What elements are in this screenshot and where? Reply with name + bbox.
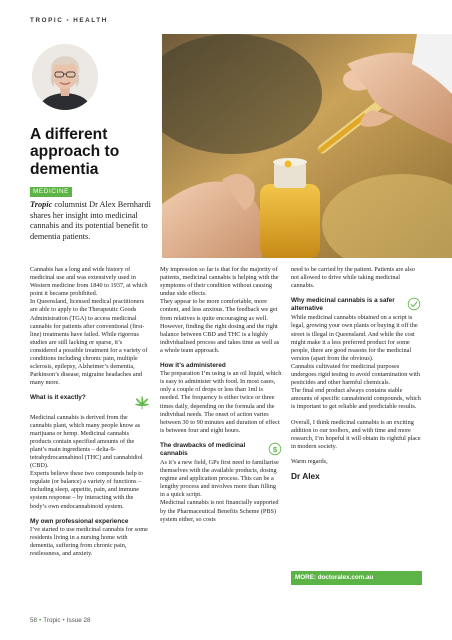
section-header bbox=[30, 17, 108, 24]
subheading-professional-experience: My own professional experience bbox=[30, 517, 129, 525]
hero-photo bbox=[162, 34, 452, 258]
author-signoff: Dr Alex bbox=[291, 470, 320, 481]
paragraph: Experts believe these two compounds help to regulate (or balance) a variety of functions – including sleep, appetite, pain, and immune system response – by interacting with the body’s own endocannabinoid system. bbox=[30, 470, 144, 510]
publication-name: TROPIC bbox=[30, 17, 64, 24]
svg-text:$: $ bbox=[272, 444, 278, 454]
standfirst-text: columnist Dr Alex Bernhardi shares her insight into medicinal cannabis and its potential benefit to dementia patients. bbox=[30, 200, 151, 241]
paragraph: Medicinal cannabis is not financially supported by the Pharmaceutical Benefits Scheme (PBS) system either, so costs bbox=[160, 499, 279, 523]
paragraph: Overall, I think medicinal cannabis is an exciting addition to our toolbox, and with time and more research, I’m hopeful it will obtain its rightful place in modern society. bbox=[291, 418, 421, 450]
paragraph: The preparation I’m using is an oil liquid, which is easy to administer with food. In most cases, only a couple of drops or less than 1ml is needed. The frequency is either twice or three times daily, depending on the formula and the individual needs. The onset of action varies between 30 to 90 minutes and duration of effect is between four and eight hours. bbox=[160, 370, 282, 434]
more-info-link[interactable]: MORE: doctoralex.com.au bbox=[291, 571, 422, 585]
check-icon bbox=[407, 297, 421, 314]
category-badge: MEDICINE bbox=[30, 187, 72, 197]
paragraph: Medicinal cannabis is derived from the cannabis plant, which many people know as marijuana or hemp. Medicinal cannabis products contain specified amounts of the plant’s main ingredients – delta-9-tetrahydrocannabinol (THC) and cannabidiol (CBD). bbox=[30, 413, 143, 470]
section-name: HEALTH bbox=[73, 17, 108, 24]
article-column-1 bbox=[30, 266, 150, 558]
subheading-safer-alternative: Why medicinal cannabis is a safer alternative bbox=[291, 297, 421, 314]
issue-number: Issue 28 bbox=[66, 617, 91, 624]
paragraph: Cannabis has a long and wide history of medicinal use and was extensively used in Western medicine from 1840 to 1937, at which point it became prohibited. bbox=[30, 266, 148, 298]
subheading-what-is-it: What is it exactly? bbox=[30, 394, 150, 413]
paragraph: They appear to be more comfortable, more content, and less anxious. The feedback we get from relatives is quite encouraging as well. bbox=[160, 298, 278, 322]
dollar-icon bbox=[268, 442, 282, 459]
paragraph: My impression so far is that for the majority of patients, medicinal cannabis is helping with the symptoms of their condition without causing undue side effects. bbox=[160, 266, 279, 298]
author-photo bbox=[32, 44, 98, 110]
standfirst-publication: Tropic bbox=[30, 200, 53, 209]
paragraph: The final end product always contains stable amounts of specific cannabinoid compounds, which is important to get reliable and predictable results. bbox=[291, 387, 421, 411]
paragraph: Cannabis cultivated for medicinal purposes undergoes rigid testing to avoid contamination with pesticides and other harmful chemicals. bbox=[291, 362, 421, 387]
cannabis-leaf-icon bbox=[134, 394, 150, 413]
page-number: 58 bbox=[30, 617, 38, 624]
paragraph: In Queensland, licensed medical practitioners are able to apply to the Therapeutic Goods Administration (TGA) to access medicinal cannabis for patients after conventional (first-line) treatments have failed. While rigorous studies are still lacking or sparse, it’s considered a possible treatment for a variety of conditions including chronic pain, multiple sclerosis, epilepsy, Alzheimer’s dementia, Parkinson’s disease, migraine headaches and many more. bbox=[30, 298, 148, 387]
paragraph: need to be carried by the patient. Patients are also not allowed to drive while taking medicinal cannabis. bbox=[291, 266, 415, 290]
subheading-how-administered: How it’s administered bbox=[160, 362, 226, 370]
paragraph: As it’s a new field, GPs first need to familiarise themselves with the available products, dosing regime and application process. This can be a lengthy process and involves more than filling in a quick script. bbox=[160, 458, 279, 499]
paragraph: While medicinal cannabis obtained on a script is legal, growing your own plants or buying it off the street is illegal in Queensland. And while the cost might make it a less preferred product for some people, there are good reasons for the medicinal version (apart from the obvious). bbox=[291, 314, 418, 362]
standfirst bbox=[30, 200, 154, 242]
closing-greeting: Warm regards, bbox=[291, 457, 328, 465]
subheading-drawbacks: The drawbacks of medicinal cannabis $ bbox=[160, 442, 282, 459]
page-footer: 58 • Tropic • Issue 28 bbox=[30, 617, 91, 624]
footer-publication: Tropic bbox=[43, 617, 61, 624]
paragraph: I’ve started to use medicinal cannabis for some residents living in a nursing home with dementia, suffering from chronic pain, restlessness, and anxiety. bbox=[30, 525, 148, 557]
article-column-2 bbox=[160, 266, 282, 524]
paragraph: However, finding the right dosing and the right balance between CBD and THC is a highly individualised process and takes time as well as a whole team approach. bbox=[160, 322, 280, 354]
article-column-3 bbox=[291, 266, 421, 480]
header-separator: • bbox=[66, 17, 71, 24]
article-headline: A different approach to dementia bbox=[30, 126, 120, 178]
